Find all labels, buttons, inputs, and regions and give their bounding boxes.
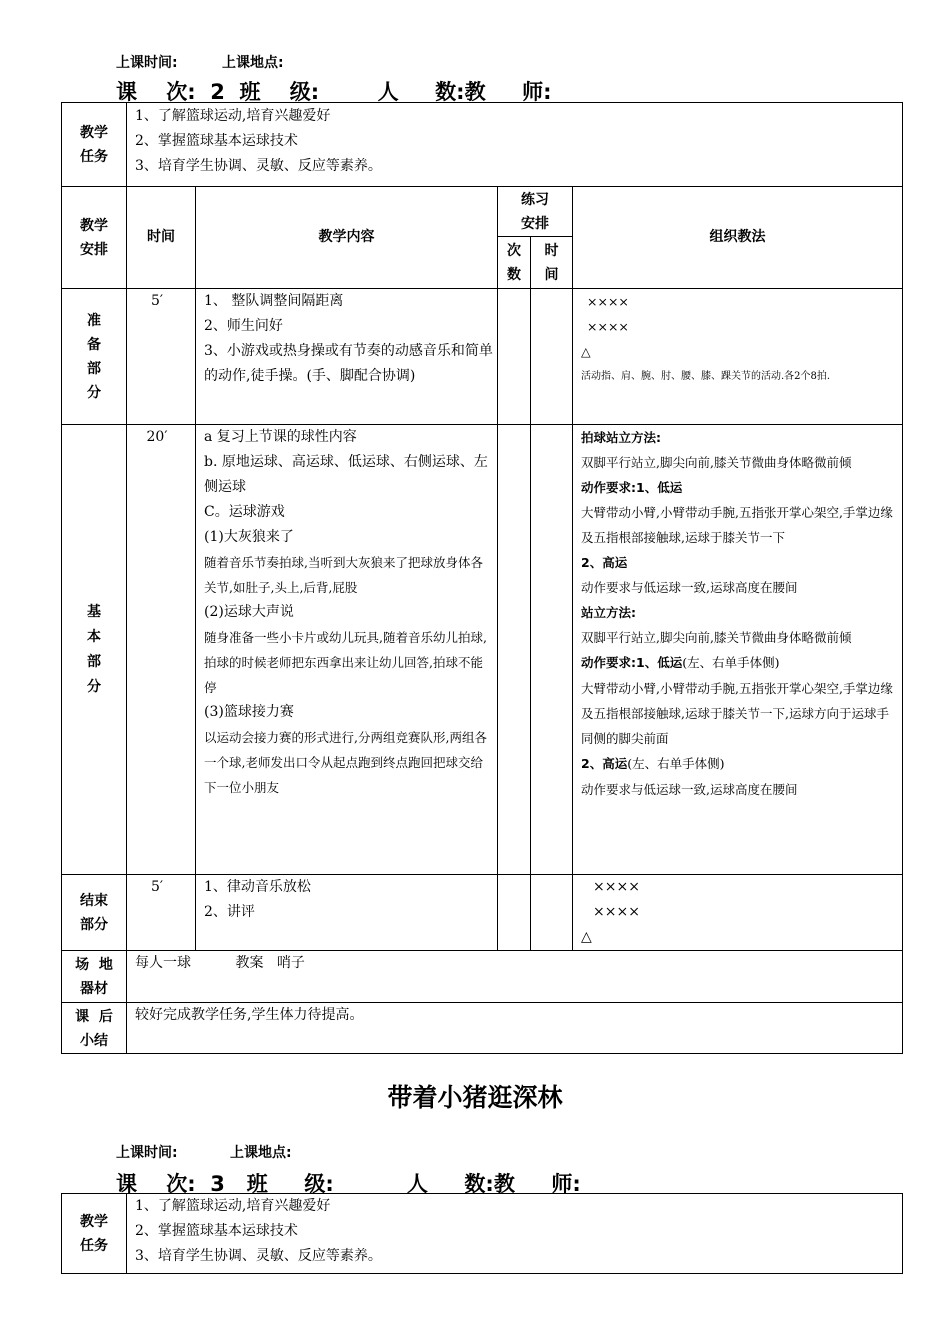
basic-item: (3)篮球接力赛 — [204, 704, 294, 720]
task-label: 教学 任务 — [62, 103, 127, 187]
header-content: 教学内容 — [196, 187, 498, 289]
task-item: 1、了解篮球运动,培育兴趣爱好 — [135, 1198, 331, 1214]
summary-text: 较好完成教学任务,学生体力待提高。 — [127, 1003, 903, 1054]
task-item: 3、培育学生协调、灵敏、反应等素养。 — [135, 158, 382, 174]
teacher-marker: △ — [581, 344, 591, 359]
basic-count — [498, 425, 531, 875]
basic-item: b. 原地运球、高运球、低运球、右侧运球、左侧运球 — [204, 454, 488, 495]
lesson-info-line: 课 次: 2 班 级: 人 数:教 师: — [116, 80, 552, 104]
summary-label: 课 后 小结 — [62, 1003, 127, 1054]
class-time-label: 上课时间: — [116, 1145, 178, 1161]
end-count — [498, 875, 531, 951]
basic-practice-time — [531, 425, 573, 875]
task-item: 1、了解篮球运动,培育兴趣爱好 — [135, 108, 331, 124]
method-heading-note: (左、右单手体侧) — [627, 756, 725, 771]
basic-item: 随着音乐节奏拍球,当听到大灰狼来了把球放身体各关节,如肚子,头上,后背,屁股 — [204, 555, 483, 595]
formation-row: ×××× — [587, 294, 629, 309]
basic-label: 基 本 部 分 — [62, 425, 127, 875]
header-practice-time: 时 间 — [531, 237, 573, 289]
class-time-label: 上课时间: — [116, 55, 178, 71]
header-method: 组织教法 — [573, 187, 903, 289]
task-item: 2、掌握篮球基本运球技术 — [135, 1223, 298, 1239]
method-heading: 2、高运 — [581, 756, 628, 771]
formation-row: ×××× — [593, 904, 640, 920]
basic-item: 随身准备一些小卡片或幼儿玩具,随着音乐幼儿拍球,拍球的时候老师把东西拿出来让幼儿回答,拍球不能停 — [204, 630, 487, 695]
method-text: 双脚平行站立,脚尖向前,膝关节微曲身体略微前倾 — [581, 630, 852, 645]
prep-item: 3、小游戏或热身操或有节奏的动感音乐和简单的动作,徒手操。(手、脚配合协调) — [204, 343, 493, 384]
task-list — [127, 103, 903, 187]
header-arrange: 教学 安排 — [62, 187, 127, 289]
method-text: 大臂带动小臂,小臂带动手腕,五指张开掌心架空,手掌边缘及五指根部接触球,运球于膝关节一下 — [581, 505, 893, 545]
end-time: 5′ — [127, 875, 196, 951]
basic-item: 以运动会接力赛的形式进行,分两组竞赛队形,两组各一个球,老师发出口令从起点跑到终点跑回把球交给下一位小朋友 — [204, 730, 487, 795]
lesson-title: 带着小猪逛深林 — [387, 1083, 563, 1112]
method-text: 动作要求与低运球一致,运球高度在腰间 — [581, 580, 798, 595]
prep-item: 1、 整队调整间隔距离 — [204, 293, 344, 309]
task-item: 3、培育学生协调、灵敏、反应等素养。 — [135, 1248, 382, 1264]
method-heading: 2、高运 — [581, 555, 628, 570]
prep-item: 2、师生问好 — [204, 318, 283, 334]
method-text: 动作要求与低运球一致,运球高度在腰间 — [581, 782, 798, 797]
method-heading-row — [581, 751, 898, 777]
class-place-label: 上课地点: — [222, 55, 284, 71]
prep-method — [573, 289, 903, 425]
method-heading: 拍球站立方法: — [581, 430, 661, 445]
task-item: 2、掌握篮球基本运球技术 — [135, 133, 298, 149]
basic-item: a 复习上节课的球性内容 — [204, 429, 357, 445]
basic-time: 20′ — [127, 425, 196, 875]
formation-row: ×××× — [587, 319, 629, 334]
end-content — [196, 875, 498, 951]
lesson-plan-table-2 — [61, 1193, 903, 1274]
method-text: 双脚平行站立,脚尖向前,膝关节微曲身体略微前倾 — [581, 455, 852, 470]
method-heading: 动作要求:1、低运 — [581, 655, 683, 670]
end-item: 1、律动音乐放松 — [204, 879, 311, 895]
lesson-plan-table-1 — [61, 102, 903, 1054]
end-method — [573, 875, 903, 951]
equip-text: 每人一球 教案 哨子 — [127, 951, 903, 1003]
prep-method-note: 活动指、肩、腕、肘、腰、膝、踝关节的活动.各2个8拍. — [581, 371, 831, 382]
lesson-info-line: 课 次: 3 班 级: 人 数:教 师: — [116, 1172, 581, 1196]
class-place-label: 上课地点: — [230, 1145, 292, 1161]
method-text: 大臂带动小臂,小臂带动手腕,五指张开掌心架空,手掌边缘及五指根部接触球,运球于膝关节一下,运球方向于运球手同侧的脚尖前面 — [581, 681, 893, 746]
header-count: 次 数 — [498, 237, 531, 289]
basic-content — [196, 425, 498, 875]
end-practice-time — [531, 875, 573, 951]
header-time: 时间 — [127, 187, 196, 289]
method-heading: 动作要求:1、低运 — [581, 480, 683, 495]
basic-item: C。运球游戏 — [204, 504, 285, 520]
prep-time: 5′ — [127, 289, 196, 425]
prep-count — [498, 289, 531, 425]
method-heading-note: (左、右单手体侧) — [682, 655, 780, 670]
task-list — [127, 1194, 903, 1274]
basic-item: (1)大灰狼来了 — [204, 529, 294, 545]
end-label: 结束 部分 — [62, 875, 127, 951]
basic-item: (2)运球大声说 — [204, 604, 294, 620]
teacher-marker: △ — [581, 929, 592, 945]
method-heading: 站立方法: — [581, 605, 636, 620]
formation-row: ×××× — [593, 879, 640, 895]
header-practice: 练习 安排 — [498, 187, 573, 237]
task-label: 教学 任务 — [62, 1194, 127, 1274]
prep-label: 准 备 部 分 — [62, 289, 127, 425]
equip-label: 场 地 器材 — [62, 951, 127, 1003]
prep-practice-time — [531, 289, 573, 425]
end-item: 2、讲评 — [204, 904, 255, 920]
prep-content — [196, 289, 498, 425]
method-heading-row — [581, 650, 898, 676]
basic-method — [573, 425, 903, 875]
